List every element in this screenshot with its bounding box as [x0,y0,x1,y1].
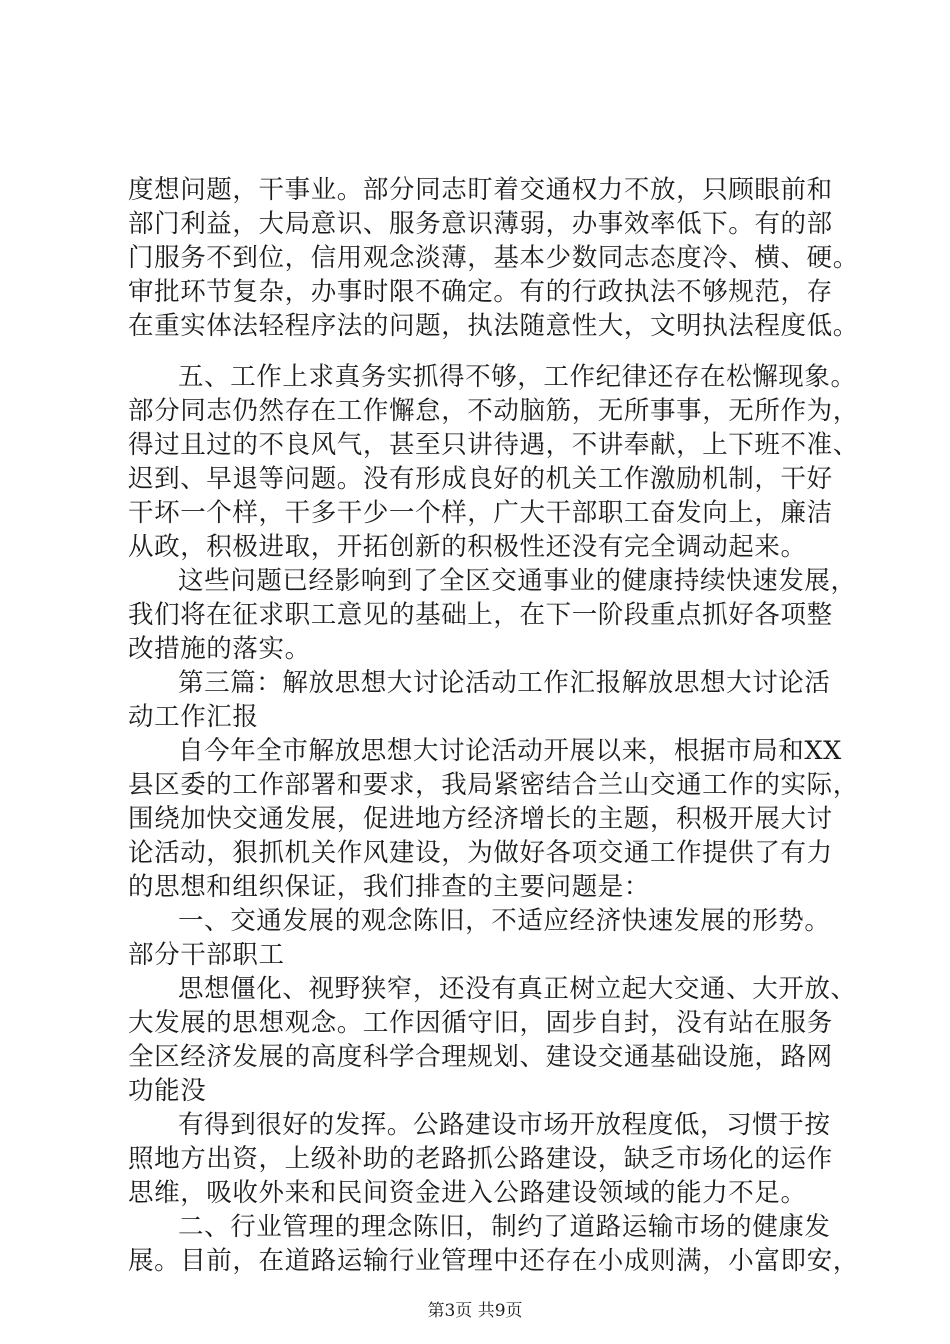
section-heading: 第三篇：解放思想大讨论活动工作汇报解放思想大讨论活 [178,668,831,698]
text-line: 门服务不到位，信用观念淡薄，基本少数同志态度冷、横、硬。 [128,243,859,273]
text-line: 全区经济发展的高度科学合理规划、建设交通基础设施，路网 [128,1042,833,1072]
paragraph-first-line: 一、交通发展的观念陈旧，不适应经济快速发展的形势。 [178,906,831,936]
paragraph-first-line: 这些问题已经影响到了全区交通事业的健康持续快速发展， [178,566,857,596]
text-line: 展。目前，在道路运输行业管理中还存在小成则满，小富即安， [128,1246,859,1276]
text-line: 度想问题，干事业。部分同志盯着交通权力不放，只顾眼前和 [128,175,833,205]
text-line: 部分干部职工 [128,940,285,970]
section-heading-continued: 动工作汇报 [128,702,259,732]
text-line: 围绕加快交通发展，促进地方经济增长的主题，积极开展大讨 [128,804,833,834]
text-line: 功能没 [128,1076,207,1106]
paragraph-first-line: 自今年全市解放思想大讨论活动开展以来，根据市局和XX [178,736,842,766]
text-line: 干坏一个样，干多干少一个样，广大干部职工奋发向上，廉洁 [128,498,833,528]
text-line: 在重实体法轻程序法的问题，执法随意性大，文明执法程度低。 [128,311,859,341]
text-line: 县区委的工作部署和要求，我局紧密结合兰山交通工作的实际， [128,770,859,800]
text-line: 论活动，狠抓机关作风建设，为做好各项交通工作提供了有力 [128,838,833,868]
paragraph-first-line: 思想僵化、视野狭窄，还没有真正树立起大交通、大开放、 [178,974,857,1004]
text-line: 部分同志仍然存在工作懈怠，不动脑筋，无所事事，无所作为， [128,396,859,426]
text-line: 改措施的落实。 [128,634,311,664]
paragraph-first-line: 二、行业管理的理念陈旧，制约了道路运输市场的健康发 [178,1212,831,1242]
paragraph-first-line: 有得到很好的发挥。公路建设市场开放程度低，习惯于按 [178,1110,831,1140]
text-line: 大发展的思想观念。工作因循守旧，固步自封，没有站在服务 [128,1008,833,1038]
text-line: 迟到、早退等问题。没有形成良好的机关工作激励机制，干好 [128,464,833,494]
page-number-footer: 第3页 共9页 [427,1301,523,1321]
text-line: 照地方出资，上级补助的老路抓公路建设，缺乏市场化的运作 [128,1144,833,1174]
text-line: 部门利益，大局意识、服务意识薄弱，办事效率低下。有的部 [128,209,833,239]
text-line: 从政，积极进取，开拓创新的积极性还没有完全调动起来。 [128,532,807,562]
text-line: 我们将在征求职工意见的基础上，在下一阶段重点抓好各项整 [128,600,833,630]
paragraph-first-line: 五、工作上求真务实抓得不够，工作纪律还存在松懈现象。 [178,362,857,392]
text-line: 思维，吸收外来和民间资金进入公路建设领域的能力不足。 [128,1178,807,1208]
text-line: 的思想和组织保证，我们排查的主要问题是： [128,872,651,902]
text-line: 得过且过的不良风气，甚至只讲待遇，不讲奉献，上下班不准、 [128,430,859,460]
text-line: 审批环节复杂，办事时限不确定。有的行政执法不够规范，存 [128,277,833,307]
